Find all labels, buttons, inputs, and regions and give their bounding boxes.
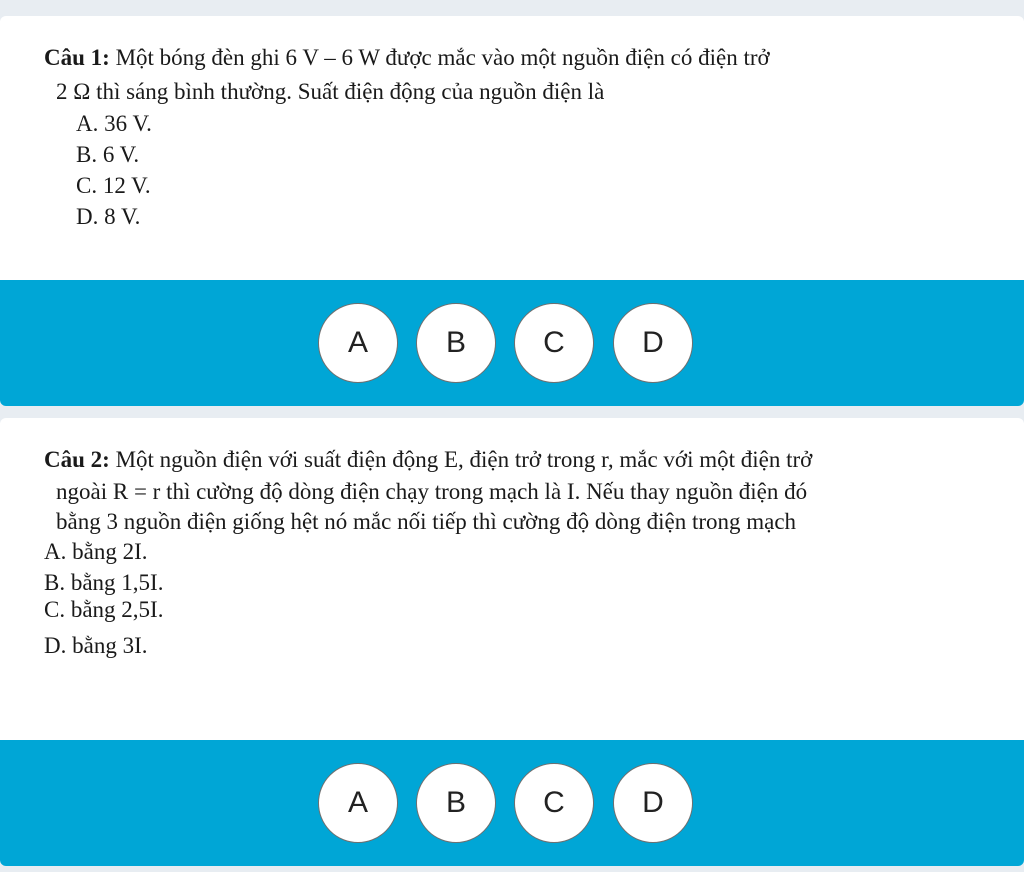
question-2-choice-d-button[interactable]: D — [613, 763, 693, 843]
question-1-choice-d-button[interactable]: D — [613, 303, 693, 383]
question-2-answer-bar — [0, 740, 1024, 866]
question-2-stem-line-2: ngoài R = r thì cường độ dòng điện chạy trong mạch là I. Nếu thay nguồn điện đó — [56, 479, 808, 504]
question-2-option-d: D. bằng 3I. — [44, 633, 148, 658]
question-1-label: Câu 1: — [44, 45, 110, 70]
question-2-option-a: A. bằng 2I. — [44, 539, 148, 564]
question-2-stem-text-1: Một nguồn điện với suất điện động E, điện trở trong r, mắc với một điện trở — [109, 447, 813, 472]
question-2-choice-a-button[interactable]: A — [318, 763, 398, 843]
question-1-choice-c-button[interactable]: C — [514, 303, 594, 383]
question-1-choice-a-button[interactable]: A — [318, 303, 398, 383]
question-2-option-b: B. bằng 1,5I. — [44, 570, 164, 595]
question-1-option-c: C. 12 V. — [76, 173, 151, 198]
question-1-stem-line-2: 2 Ω thì sáng bình thường. Suất điện động của nguồn điện là — [56, 79, 605, 104]
question-2-choice-b-button[interactable]: B — [416, 763, 496, 843]
question-2-choice-c-button[interactable]: C — [514, 763, 594, 843]
question-2-stem-line-1 — [44, 446, 812, 474]
question-1-option-a: A. 36 V. — [76, 111, 152, 136]
question-2-option-c: C. bằng 2,5I. — [44, 597, 164, 622]
question-card-2 — [0, 418, 1024, 866]
question-1-option-b: B. 6 V. — [76, 142, 140, 167]
question-1-stem-text-1: Một bóng đèn ghi 6 V – 6 W được mắc vào một nguồn điện có điện trở — [109, 45, 770, 70]
question-1-answer-bar — [0, 280, 1024, 406]
question-1-choice-b-button[interactable]: B — [416, 303, 496, 383]
question-2-stem-line-3: bằng 3 nguồn điện giống hệt nó mắc nối tiếp thì cường độ dòng điện trong mạch — [56, 509, 797, 534]
question-1-stem-line-1 — [44, 44, 770, 72]
question-2-label: Câu 2: — [44, 447, 110, 472]
question-1-option-d: D. 8 V. — [76, 204, 141, 229]
question-card-1 — [0, 16, 1024, 406]
